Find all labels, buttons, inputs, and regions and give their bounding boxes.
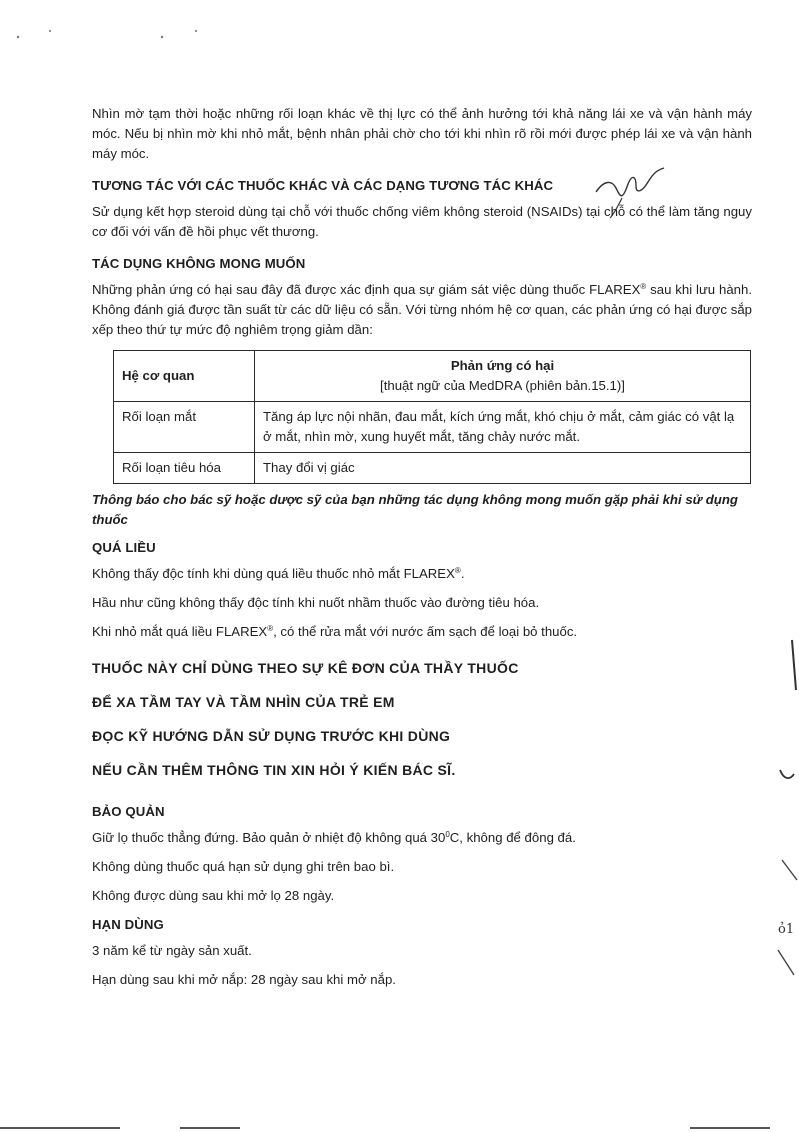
reaction-cell: Thay đổi vị giác: [255, 453, 751, 484]
consult-doctor-warning: NẾU CẦN THÊM THÔNG TIN XIN HỎI Ý KIẾN BÁC SĨ.: [92, 762, 456, 778]
overdose-line-3: Khi nhỏ mắt quá liều FLAREX®, có thể rửa mắt với nước ấm sạch để loại bỏ thuốc.: [92, 624, 578, 639]
organ-system-cell: Rối loạn tiêu hóa: [114, 453, 255, 484]
driving-warning-paragraph: Nhìn mờ tạm thời hoặc những rối loạn khác về thị lực có thể ảnh hưởng tới khả năng lái xe và vận hành máy móc. Nếu bị nhìn mờ khi nhỏ mắt, bệnh nhân phải chờ cho tới khi nhìn rõ rồi mới được phép lái xe và vận hành máy móc.: [92, 106, 752, 161]
shelf-life-line-1: 3 năm kể từ ngày sản xuất.: [92, 943, 252, 958]
organ-system-cell: Rối loạn mắt: [114, 402, 255, 453]
prescription-warning: THUỐC NÀY CHỈ DÙNG THEO SỰ KÊ ĐƠN CỦA THẦY THUỐC: [92, 660, 519, 676]
table-row: [114, 453, 751, 484]
interactions-heading: TƯƠNG TÁC VỚI CÁC THUỐC KHÁC VÀ CÁC DẠNG TƯƠNG TÁC KHÁC: [92, 178, 554, 193]
document-body: [92, 104, 752, 999]
shelf-life-line-2: Hạn dùng sau khi mở nắp: 28 ngày sau khi mở nắp.: [92, 972, 396, 987]
shelf-life-heading: HẠN DÙNG: [92, 917, 164, 932]
footer-rule-left: [0, 1127, 120, 1129]
adverse-reaction-header: Phản ứng có hại [thuật ngữ của MedDRA (phiên bản.15.1)]: [255, 351, 751, 402]
reaction-cell: Tăng áp lực nội nhãn, đau mắt, kích ứng mắt, khó chịu ở mắt, cảm giác có vật lạ ở mắt, nhìn mờ, xung huyết mắt, tăng chảy nước mắt.: [255, 402, 751, 453]
interactions-text: Sử dụng kết hợp steroid dùng tại chỗ với thuốc chống viêm không steroid (NSAIDs) tại chỗ có thể làm tăng nguy cơ đối với vấn đề hồi phục vết thương.: [92, 204, 752, 239]
keep-away-warning: ĐỂ XA TẦM TAY VÀ TẦM NHÌN CỦA TRẺ EM: [92, 694, 395, 710]
table-row: [114, 402, 751, 453]
registered-mark: ®: [640, 282, 647, 291]
storage-line-3: Không được dùng sau khi mở lọ 28 ngày.: [92, 888, 335, 903]
overdose-line-2: Hầu như cũng không thấy độc tính khi nuốt nhầm thuốc vào đường tiêu hóa.: [92, 595, 540, 610]
overdose-line-1: Không thấy độc tính khi dùng quá liều thuốc nhỏ mắt FLAREX®.: [92, 566, 465, 581]
report-side-effects-notice: Thông báo cho bác sỹ hoặc dược sỹ của bạn những tác dụng không mong muốn gặp phải khi sử dụng thuốc: [92, 492, 738, 527]
margin-glyph: ỏ1: [778, 922, 795, 937]
footer-rule-right: [690, 1127, 770, 1129]
table-header-row: [114, 351, 751, 402]
storage-line-2: Không dùng thuốc quá hạn sử dụng ghi trên bao bì.: [92, 859, 395, 874]
adverse-effects-text: Những phản ứng có hại sau đây đã được xác định qua sự giám sát việc dùng thuốc FLAREX® sau khi lưu hành. Không đánh giá được tần suất từ các dữ liệu có sẵn. Với từng nhóm hệ cơ quan, các phản ứng có hại được sắp xếp theo thứ tự mức độ nghiêm trọng giảm dần:: [92, 282, 752, 337]
adverse-effects-heading: TÁC DỤNG KHÔNG MONG MUỐN: [92, 256, 306, 271]
read-instructions-warning: ĐỌC KỸ HƯỚNG DẪN SỬ DỤNG TRƯỚC KHI DÙNG: [92, 728, 451, 744]
scan-dots: [0, 0, 220, 50]
organ-system-header: Hệ cơ quan: [114, 351, 255, 402]
adverse-reactions-table: [113, 350, 751, 484]
storage-line-1: Giữ lọ thuốc thẳng đứng. Bảo quản ở nhiệt độ không quá $30^0C$, không để đông đá.: [92, 830, 576, 845]
footer-rule-middle: [180, 1127, 240, 1129]
storage-heading: BẢO QUẢN: [92, 804, 165, 819]
overdose-heading: QUÁ LIỀU: [92, 540, 156, 555]
mandatory-warnings: [92, 658, 752, 780]
